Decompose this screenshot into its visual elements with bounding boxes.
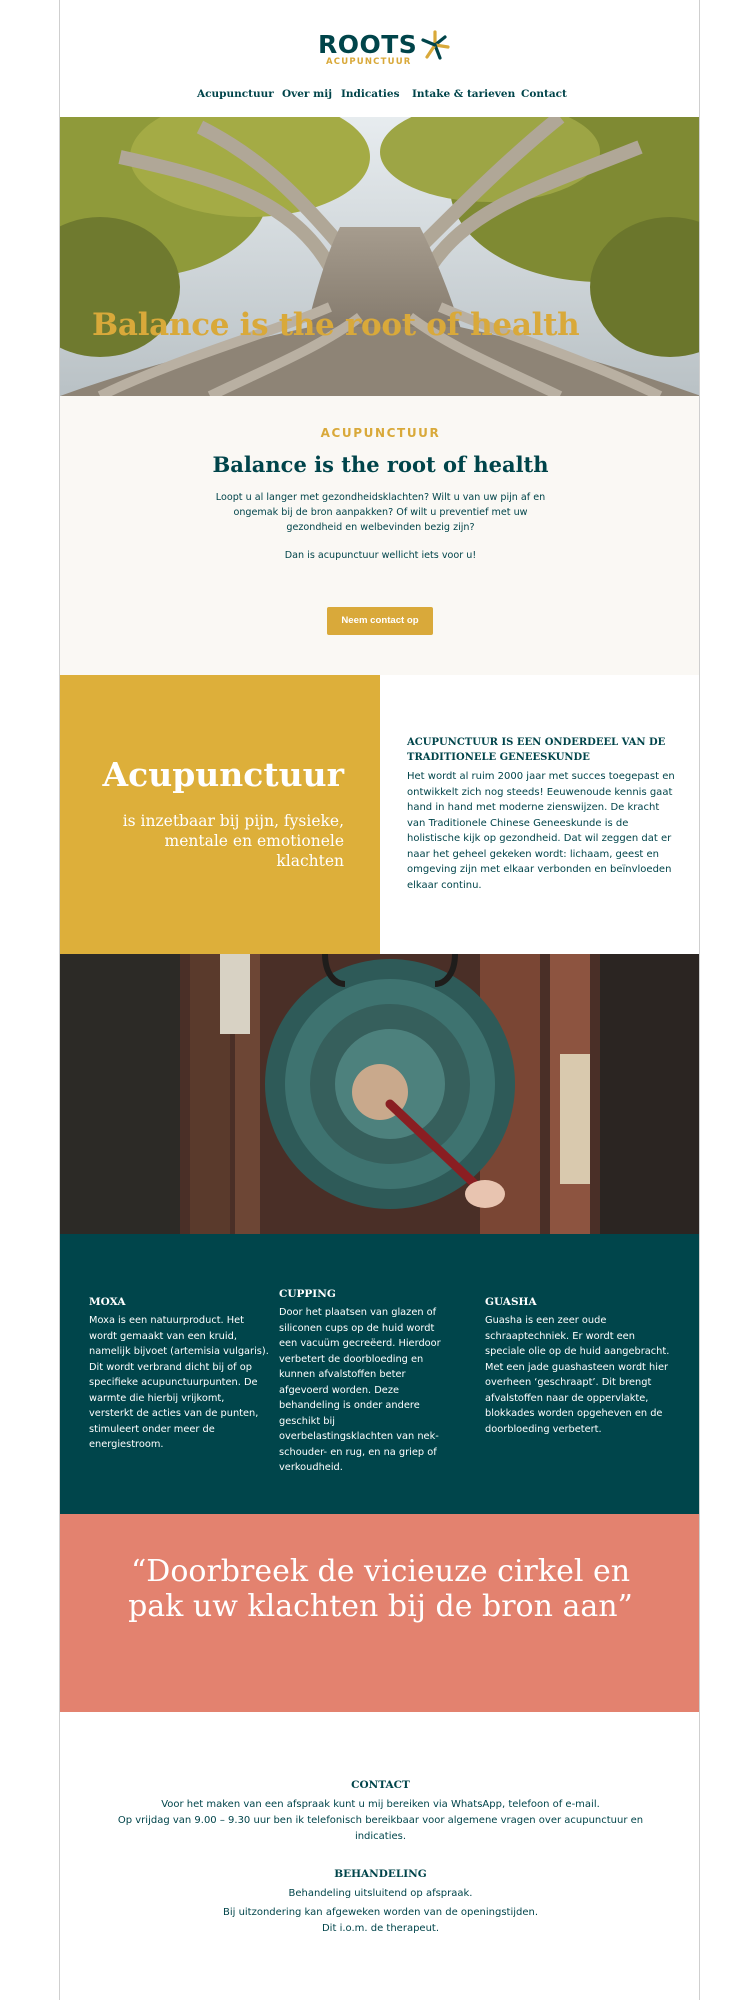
treatment-line-1: Behandeling uitsluitend op afspraak.: [288, 1888, 473, 1899]
treatment-heading: BEHANDELING: [334, 1868, 427, 1880]
treatments-section: [60, 1234, 700, 1514]
logo[interactable]: [318, 30, 448, 70]
intro-paragraph: Loopt u al langer met gezondheidsklachten? Wilt u van uw pijn af en ongemak bij de bron aanpakken? Of wilt u preventief met uw gezondheid en welbevinden bezig zijn?: [215, 492, 546, 533]
treatment-body: Door het plaatsen van glazen of siliconen cups op de huid wordt een vacuüm gecreëerd. Hierdoor verbetert de doorbloeding en kunnen afvalstoffen beter afgevoerd worden. Deze behandeling is onder andere geschikt bij overbelastingsklachten van nek-schouder- en rug, en na griep of verkoudheid.: [279, 1307, 441, 1473]
feature-body: Het wordt al ruim 2000 jaar met succes toegepast en ontwikkelt zich nog steeds! Eeuwenoude kennis gaat hand in hand met moderne zienswijzen. De kracht van Traditionele Chinese Geneeskunde is de holistische kijk op gezondheid. Dat wil zeggen dat er naar het geheel gekeken wordt: lichaam, geest en omgeving zijn met elkaar verbonden en beïnvloeden elkaar continu.: [407, 771, 675, 891]
treatment-body: Guasha is een zeer oude schraaptechniek. Er wordt een speciale olie op de huid aangebracht. Met een jade guashasteen wordt hier overheen ‘geschraapt’. Dit brengt afvalstoffen naar de oppervlakte, blokkades worden opgeheven en de doorbloeding verbetert.: [485, 1315, 670, 1435]
intro-heading: Balance is the root of health: [212, 452, 549, 477]
intro-paragraph-2: Dan is acupunctuur wellicht iets voor u!: [284, 550, 477, 561]
treatment-title: GUASHA: [485, 1296, 537, 1308]
gong-image-section: [60, 954, 700, 1234]
contact-line-1: Voor het maken van een afspraak kunt u mij bereiken via WhatsApp, telefoon of e-mail.: [161, 1799, 600, 1810]
contact-line-2: Op vrijdag van 9.00 – 9.30 uur ben ik telefonisch bereikbaar voor algemene vragen over acupunctuur en indicaties.: [117, 1815, 644, 1842]
treatment-line-2: Bij uitzondering kan afgeweken worden van de openingstijden.: [222, 1907, 539, 1918]
treatment-cupping: [279, 1288, 451, 1476]
sprout-logo-icon: [418, 28, 452, 62]
treatment-guasha: [485, 1296, 670, 1437]
quote-text: “Doorbreek de vicieuze cirkel en pak uw klachten bij de bron aan”: [128, 1554, 633, 1624]
feature-subtitle: is inzetbaar bij pijn, fysieke, mentale en emotionele klachten: [122, 812, 344, 870]
logo-subtitle: ACUPUNCTUUR: [326, 57, 412, 67]
hero-banner: [60, 117, 700, 396]
treatment-body: Moxa is een natuurproduct. Het wordt gemaakt van een kruid, namelijk bijvoet (artemisia vulgaris). Dit wordt verbrand dicht bij of op specifieke acupunctuurpunten. De warmte die hierbij vrijkomt, versterkt de acties van de punten, stimuleert onder meer de energiestroom.: [89, 1315, 269, 1450]
nav-item-indicaties[interactable]: Indicaties: [341, 88, 400, 100]
feature-panel-text: [380, 675, 700, 954]
nav-item-over-mij[interactable]: Over mij: [282, 88, 333, 100]
contact-section: [60, 1712, 700, 2000]
feature-section: [60, 675, 700, 954]
temple-gong-image: [60, 954, 700, 1234]
main-nav: [60, 88, 700, 104]
treatment-title: CUPPING: [279, 1288, 336, 1300]
nav-item-intake-tarieven[interactable]: Intake & tarieven: [412, 88, 516, 100]
page: [59, 0, 700, 2000]
intro-eyebrow: ACUPUNCTUUR: [320, 426, 441, 440]
hero-title: Balance is the root of health: [92, 307, 580, 343]
intro-section: [60, 396, 700, 675]
treatment-moxa: [89, 1296, 269, 1453]
banyan-tree-image: [60, 117, 700, 396]
logo-wordmark: ROOTS: [318, 30, 418, 59]
contact-heading: CONTACT: [351, 1779, 410, 1791]
feature-panel-gold: [60, 675, 380, 954]
treatment-title: MOXA: [89, 1296, 126, 1308]
nav-item-acupunctuur[interactable]: Acupunctuur: [197, 88, 274, 100]
treatment-line-3: Dit i.o.m. de therapeut.: [321, 1923, 440, 1934]
feature-heading: ACUPUNCTUUR IS EEN ONDERDEEL VAN DE TRADITIONELE GENEESKUNDE: [407, 737, 666, 763]
contact-button[interactable]: Neem contact op: [327, 607, 433, 635]
nav-item-contact[interactable]: Contact: [521, 88, 567, 100]
feature-title: Acupunctuur: [102, 755, 344, 794]
quote-section: [60, 1514, 700, 1712]
